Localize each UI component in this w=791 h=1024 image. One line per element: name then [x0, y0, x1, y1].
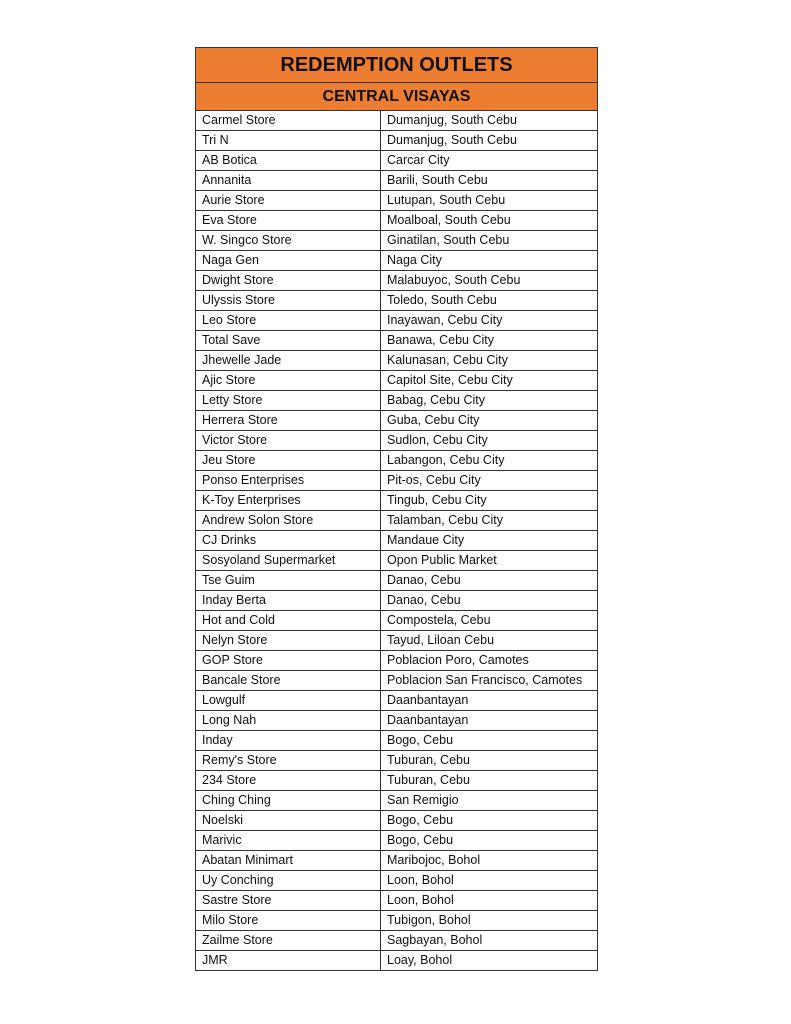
table-row: [196, 371, 598, 391]
outlet-location: Banawa, Cebu City: [381, 331, 598, 351]
outlet-name: Ching Ching: [196, 791, 381, 811]
outlet-location: Ginatilan, South Cebu: [381, 231, 598, 251]
outlet-name: AB Botica: [196, 151, 381, 171]
table-row: [196, 351, 598, 371]
outlet-name: Ponso Enterprises: [196, 471, 381, 491]
outlet-name: Inday Berta: [196, 591, 381, 611]
outlet-name: Zailme Store: [196, 931, 381, 951]
table-row: [196, 471, 598, 491]
outlet-location: Bogo, Cebu: [381, 731, 598, 751]
outlet-name: Dwight Store: [196, 271, 381, 291]
table-row: [196, 171, 598, 191]
table-row: [196, 851, 598, 871]
outlet-location: Inayawan, Cebu City: [381, 311, 598, 331]
outlet-location: Maribojoc, Bohol: [381, 851, 598, 871]
outlet-name: Jhewelle Jade: [196, 351, 381, 371]
outlet-location: Guba, Cebu City: [381, 411, 598, 431]
table-body: [196, 48, 598, 971]
outlet-location: Bogo, Cebu: [381, 831, 598, 851]
title-row: [196, 48, 598, 83]
table-row: [196, 311, 598, 331]
outlet-name: Uy Conching: [196, 871, 381, 891]
outlet-name: Ulyssis Store: [196, 291, 381, 311]
outlet-name: Nelyn Store: [196, 631, 381, 651]
outlet-location: Kalunasan, Cebu City: [381, 351, 598, 371]
outlet-name: Abatan Minimart: [196, 851, 381, 871]
table-row: [196, 811, 598, 831]
outlet-location: Loon, Bohol: [381, 871, 598, 891]
table-row: [196, 531, 598, 551]
table-row: [196, 731, 598, 751]
outlet-name: Total Save: [196, 331, 381, 351]
table-row: [196, 131, 598, 151]
table-row: [196, 411, 598, 431]
outlet-name: Remy's Store: [196, 751, 381, 771]
outlet-name: Long Nah: [196, 711, 381, 731]
table-row: [196, 231, 598, 251]
outlet-name: Sastre Store: [196, 891, 381, 911]
outlet-location: Moalboal, South Cebu: [381, 211, 598, 231]
outlet-name: Noelski: [196, 811, 381, 831]
outlet-location: Tubigon, Bohol: [381, 911, 598, 931]
table-row: [196, 211, 598, 231]
outlet-location: Talamban, Cebu City: [381, 511, 598, 531]
subtitle-row: [196, 83, 598, 111]
outlet-location: Loon, Bohol: [381, 891, 598, 911]
table-row: [196, 291, 598, 311]
table-row: [196, 711, 598, 731]
outlet-location: Sagbayan, Bohol: [381, 931, 598, 951]
outlet-location: Lutupan, South Cebu: [381, 191, 598, 211]
outlet-location: Labangon, Cebu City: [381, 451, 598, 471]
outlet-name: Marivic: [196, 831, 381, 851]
outlet-location: Capitol Site, Cebu City: [381, 371, 598, 391]
outlet-name: Leo Store: [196, 311, 381, 331]
outlet-location: Babag, Cebu City: [381, 391, 598, 411]
outlet-name: Andrew Solon Store: [196, 511, 381, 531]
table-row: [196, 151, 598, 171]
outlet-name: Tse Guim: [196, 571, 381, 591]
outlet-location: Malabuyoc, South Cebu: [381, 271, 598, 291]
table-row: [196, 431, 598, 451]
outlet-location: Daanbantayan: [381, 711, 598, 731]
outlet-name: Aurie Store: [196, 191, 381, 211]
outlet-location: Naga City: [381, 251, 598, 271]
outlet-location: Poblacion San Francisco, Camotes: [381, 671, 598, 691]
redemption-outlets-table: [195, 47, 598, 971]
table-row: [196, 191, 598, 211]
table-title: REDEMPTION OUTLETS: [196, 48, 598, 83]
outlet-name: JMR: [196, 951, 381, 971]
table-row: [196, 571, 598, 591]
table-row: [196, 491, 598, 511]
outlet-location: Bogo, Cebu: [381, 811, 598, 831]
table-row: [196, 691, 598, 711]
table-row: [196, 331, 598, 351]
outlet-name: Hot and Cold: [196, 611, 381, 631]
table-row: [196, 891, 598, 911]
outlet-location: Carcar City: [381, 151, 598, 171]
outlet-location: Dumanjug, South Cebu: [381, 111, 598, 131]
outlet-location: Opon Public Market: [381, 551, 598, 571]
outlet-location: Danao, Cebu: [381, 571, 598, 591]
outlet-name: Eva Store: [196, 211, 381, 231]
outlet-name: Tri N: [196, 131, 381, 151]
table-row: [196, 511, 598, 531]
table-row: [196, 271, 598, 291]
outlet-name: Victor Store: [196, 431, 381, 451]
table-row: [196, 251, 598, 271]
outlet-name: K-Toy Enterprises: [196, 491, 381, 511]
table-row: [196, 111, 598, 131]
table-row: [196, 951, 598, 971]
table-row: [196, 751, 598, 771]
outlet-name: Inday: [196, 731, 381, 751]
outlet-location: San Remigio: [381, 791, 598, 811]
outlet-location: Danao, Cebu: [381, 591, 598, 611]
outlet-name: Jeu Store: [196, 451, 381, 471]
outlet-name: Ajic Store: [196, 371, 381, 391]
outlet-name: Milo Store: [196, 911, 381, 931]
outlet-location: Tuburan, Cebu: [381, 751, 598, 771]
table-row: [196, 591, 598, 611]
outlet-location: Barili, South Cebu: [381, 171, 598, 191]
table-row: [196, 451, 598, 471]
table-row: [196, 831, 598, 851]
table-row: [196, 871, 598, 891]
table-row: [196, 611, 598, 631]
outlet-name: Annanita: [196, 171, 381, 191]
outlet-location: Loay, Bohol: [381, 951, 598, 971]
outlet-name: Sosyoland Supermarket: [196, 551, 381, 571]
outlet-name: Herrera Store: [196, 411, 381, 431]
outlet-location: Pit-os, Cebu City: [381, 471, 598, 491]
outlet-location: Tayud, Liloan Cebu: [381, 631, 598, 651]
outlet-location: Poblacion Poro, Camotes: [381, 651, 598, 671]
region-subtitle: CENTRAL VISAYAS: [196, 83, 598, 111]
table-row: [196, 391, 598, 411]
table-row: [196, 671, 598, 691]
table-row: [196, 551, 598, 571]
table-row: [196, 791, 598, 811]
outlet-name: Carmel Store: [196, 111, 381, 131]
outlet-location: Tingub, Cebu City: [381, 491, 598, 511]
table-row: [196, 771, 598, 791]
outlet-name: W. Singco Store: [196, 231, 381, 251]
outlet-name: Letty Store: [196, 391, 381, 411]
outlet-location: Compostela, Cebu: [381, 611, 598, 631]
outlet-name: CJ Drinks: [196, 531, 381, 551]
outlet-name: Bancale Store: [196, 671, 381, 691]
outlet-name: Naga Gen: [196, 251, 381, 271]
outlet-location: Toledo, South Cebu: [381, 291, 598, 311]
outlet-name: Lowgulf: [196, 691, 381, 711]
table-row: [196, 931, 598, 951]
table-row: [196, 911, 598, 931]
outlet-location: Dumanjug, South Cebu: [381, 131, 598, 151]
outlet-location: Mandaue City: [381, 531, 598, 551]
outlet-location: Tuburan, Cebu: [381, 771, 598, 791]
outlet-location: Daanbantayan: [381, 691, 598, 711]
table-row: [196, 651, 598, 671]
outlet-name: 234 Store: [196, 771, 381, 791]
table-row: [196, 631, 598, 651]
outlet-name: GOP Store: [196, 651, 381, 671]
outlet-location: Sudlon, Cebu City: [381, 431, 598, 451]
